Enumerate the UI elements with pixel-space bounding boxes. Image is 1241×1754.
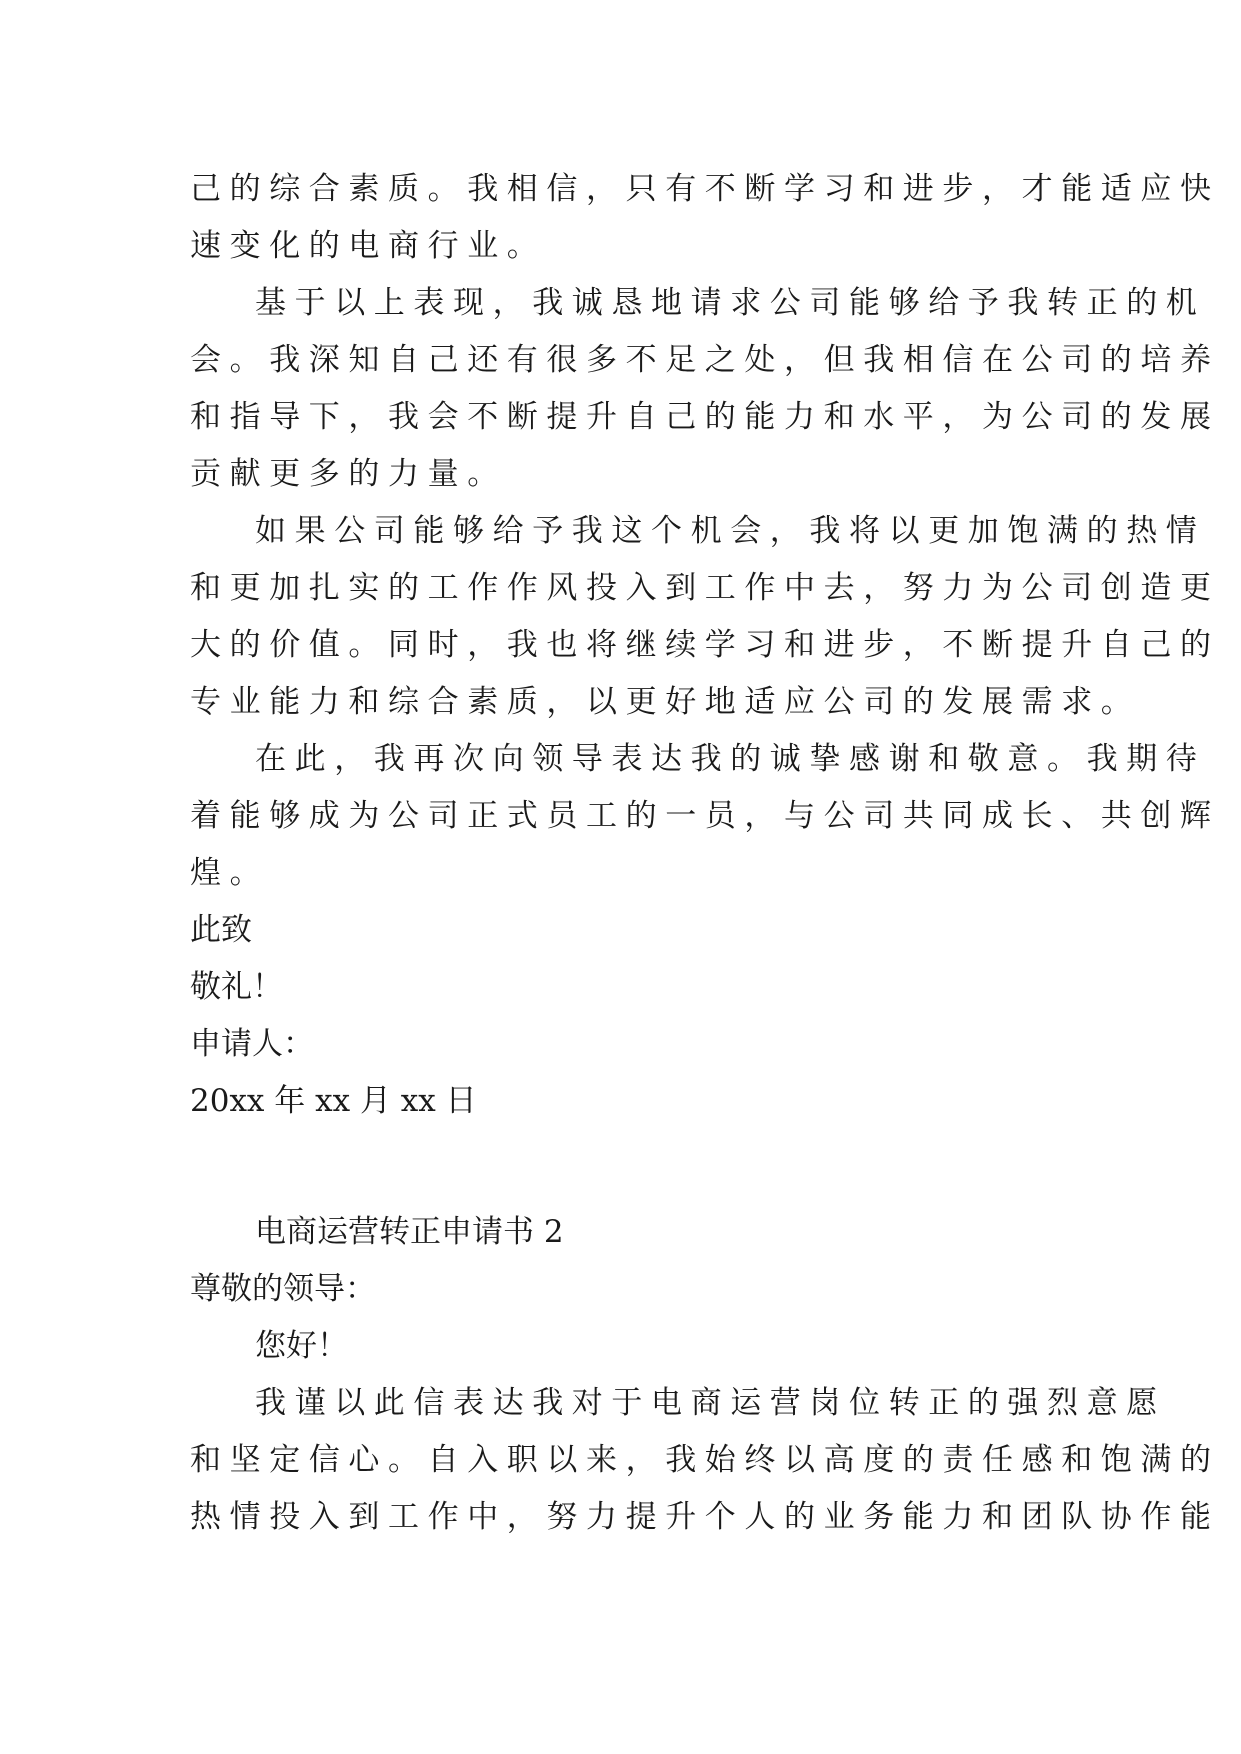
line-text: 速变化的电商行业。 [190, 228, 547, 264]
text-line [0, 844, 1241, 902]
text-line [0, 1374, 1241, 1432]
text-line [0, 1431, 1241, 1489]
text-line [0, 502, 1241, 560]
line-text: 和坚定信心。自入职以来，我始终以高度的责任感和饱满的 [190, 1442, 1220, 1478]
line-text: 和更加扎实的工作作风投入到工作中去，努力为公司创造更 [190, 570, 1220, 606]
text-line [0, 1015, 1241, 1073]
line-text: 基于以上表现，我诚恳地请求公司能够给予我转正的机 [255, 285, 1206, 321]
line-text: 如果公司能够给予我这个机会，我将以更加饱满的热情 [255, 513, 1206, 549]
line-text: 煌。 [190, 855, 270, 891]
text-line [0, 1203, 1241, 1261]
text-line [0, 217, 1241, 275]
line-text: 着能够成为公司正式员工的一员，与公司共同成长、共创辉 [190, 798, 1220, 834]
text-line [0, 559, 1241, 617]
line-text: 我谨以此信表达我对于电商运营岗位转正的强烈意愿 [255, 1385, 1166, 1421]
text-line [0, 160, 1241, 218]
text-line [0, 445, 1241, 503]
line-text: 专业能力和综合素质，以更好地适应公司的发展需求。 [190, 684, 1141, 720]
text-line [0, 1317, 1241, 1375]
line-text: 在此，我再次向领导表达我的诚挚感谢和敬意。我期待 [255, 741, 1206, 777]
text-line [0, 331, 1241, 389]
text-line [0, 787, 1241, 845]
salutation: 尊敬的领导： [190, 1271, 376, 1307]
line-text: 大的价值。同时，我也将继续学习和进步，不断提升自己的 [190, 627, 1220, 663]
text-line [0, 673, 1241, 731]
text-line [0, 1072, 1241, 1130]
line-text: 贡献更多的力量。 [190, 456, 507, 492]
line-text: 20xx 年 xx 月 xx 日 [190, 1083, 477, 1119]
line-text: 申请人： [190, 1026, 314, 1062]
line-text: 敬礼！ [190, 969, 283, 1005]
greeting: 您好！ [255, 1328, 348, 1364]
text-line [0, 616, 1241, 674]
text-line [0, 1488, 1241, 1546]
line-text: 此致 [190, 912, 252, 948]
line-text: 和指导下，我会不断提升自己的能力和水平，为公司的发展 [190, 399, 1220, 435]
text-line [0, 1260, 1241, 1318]
section-title: 电商运营转正申请书 2 [255, 1214, 564, 1250]
text-line [0, 388, 1241, 446]
line-text: 己的综合素质。我相信，只有不断学习和进步，才能适应快 [190, 171, 1220, 207]
line-text: 会。我深知自己还有很多不足之处，但我相信在公司的培养 [190, 342, 1220, 378]
text-line [0, 274, 1241, 332]
text-line [0, 958, 1241, 1016]
text-line [0, 730, 1241, 788]
line-text: 热情投入到工作中，努力提升个人的业务能力和团队协作能 [190, 1499, 1220, 1535]
text-line [0, 901, 1241, 959]
